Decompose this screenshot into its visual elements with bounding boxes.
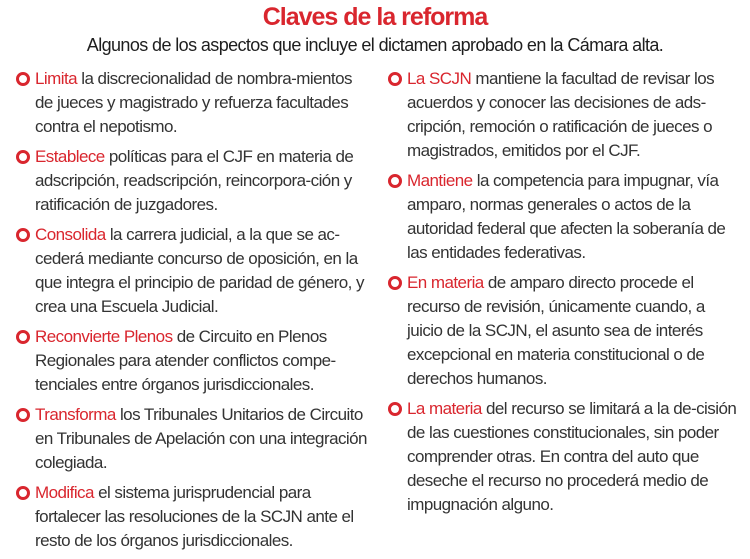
item-keyword: Establece: [35, 147, 105, 166]
bullet-icon: [16, 330, 30, 344]
list-item: [388, 169, 740, 265]
bullet-icon: [16, 228, 30, 242]
item-keyword: Transforma: [35, 405, 116, 424]
right-column: [388, 67, 740, 523]
item-text: mantiene la facultad de revisar los acuerdos y conocer las decisiones de ads-cripción, remoción o ratificación de jueces o magistrados, emitidos por el CJF.: [407, 69, 715, 160]
bullet-icon: [16, 72, 30, 86]
item-text: de amparo directo procede el recurso de revisión, únicamente cuando, a juicio de la SCJN, el asunto sea de interés excepcional en materia constitucional o de derechos humanos.: [407, 273, 705, 388]
list-item: [16, 325, 368, 397]
item-text: la competencia para impugnar, vía amparo, normas generales o actos de la autoridad federal que afecten la soberanía de las entidades federativas.: [407, 171, 726, 262]
page-title: Claves de la reforma: [262, 3, 488, 31]
page-subtitle: Algunos de los aspectos que incluye el dictamen aprobado en la Cámara alta.: [86, 35, 664, 55]
item-text: políticas para el CJF en materia de adscripción, readscripción, reincorpora-ción y ratificación de juzgadores.: [35, 147, 354, 214]
list-item: [16, 223, 368, 319]
item-keyword: Modifica: [35, 483, 94, 502]
bullet-icon: [16, 486, 30, 500]
item-keyword: Consolida: [35, 225, 106, 244]
list-item: [16, 67, 368, 139]
bullet-icon: [16, 408, 30, 422]
item-keyword: Mantiene: [407, 171, 473, 190]
item-keyword: En materia: [407, 273, 484, 292]
list-item: [388, 271, 740, 391]
bullet-icon: [388, 72, 402, 86]
bullet-icon: [16, 150, 30, 164]
item-keyword: La materia: [407, 399, 482, 418]
item-text: del recurso se limitará a la de-cisión de las cuestiones constitucionales, sin poder comprender otras. En contra del auto que deseche el recurso no procederá medio de impugnación alguno.: [407, 399, 737, 514]
item-text: de Circuito en Plenos Regionales para atender conflictos compe-tenciales entre órganos jurisdiccionales.: [35, 327, 336, 394]
item-text: el sistema jurisprudencial para fortalecer las resoluciones de la SCJN ante el resto de los órganos jurisdiccionales.: [35, 483, 354, 550]
left-column: [16, 67, 368, 559]
item-text: la carrera judicial, a la que se ac-cederá mediante concurso de oposición, en la que integra el principio de paridad de género, y crea una Escuela Judicial.: [35, 225, 364, 316]
item-text: los Tribunales Unitarios de Circuito en Tribunales de Apelación con una integración colegiada.: [35, 405, 367, 472]
list-item: [388, 67, 740, 163]
bullet-icon: [388, 174, 402, 188]
list-item: [16, 403, 368, 475]
item-keyword: Limita: [35, 69, 78, 88]
list-item: [16, 481, 368, 553]
list-item: [16, 145, 368, 217]
item-text: la discrecionalidad de nombra-mientos de jueces y magistrado y refuerza facultades contra el nepotismo.: [35, 69, 352, 136]
bullet-icon: [388, 402, 402, 416]
item-keyword: Reconvierte Plenos: [35, 327, 173, 346]
bullet-icon: [388, 276, 402, 290]
item-keyword: La SCJN: [407, 69, 472, 88]
list-item: [388, 397, 740, 517]
